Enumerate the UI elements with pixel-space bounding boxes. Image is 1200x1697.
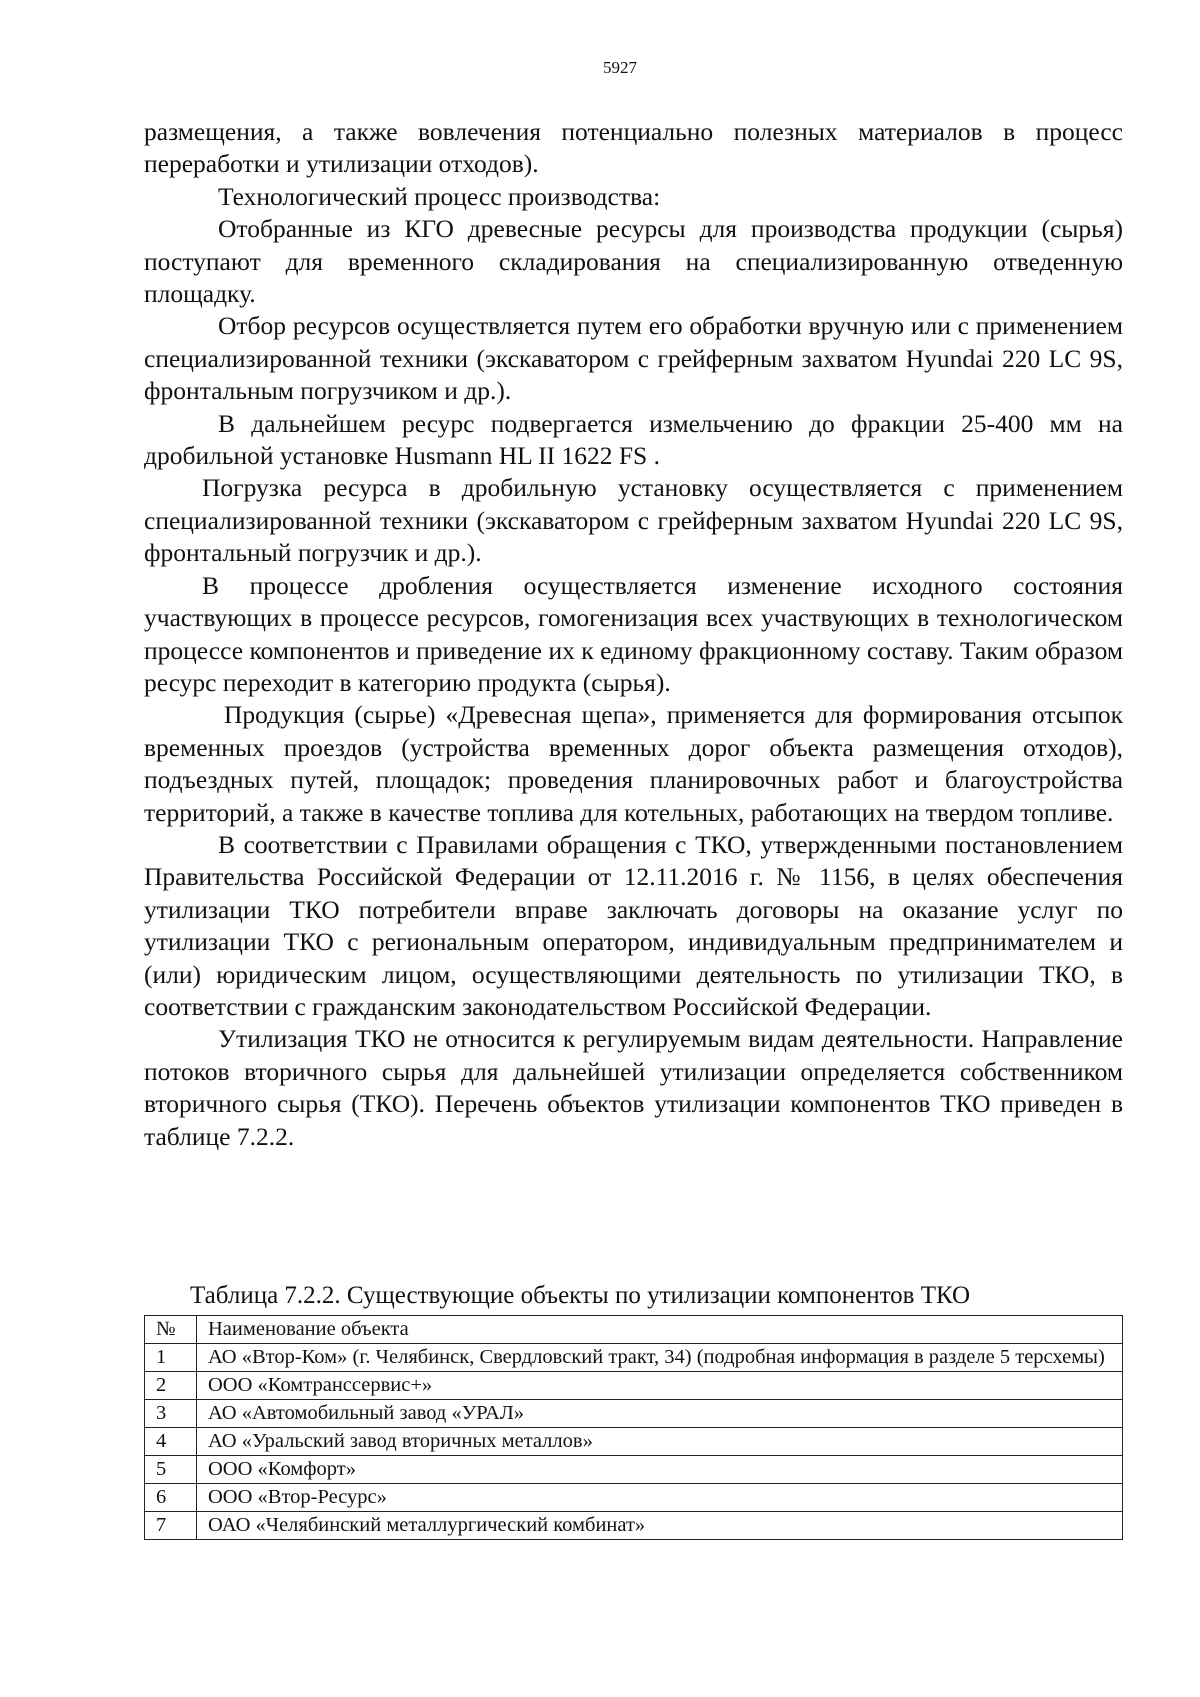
paragraph: В процессе дробления осуществляется изменение исходного состояния участвующих в процессе ресурсов, гомогенизация всех участвующих в технологическом процессе компонентов и приведение их к единому фракционному составу. Таким образом ресурс переходит в категорию продукта (сырья). (144, 570, 1123, 697)
table-row (145, 1512, 1123, 1540)
row-name: АО «Втор-Ком» (г. Челябинск, Свердловский тракт, 34) (подробная информация в разделе 5 терсхемы) (197, 1344, 1123, 1372)
table-row (145, 1456, 1123, 1484)
table-row (145, 1400, 1123, 1428)
row-number: 3 (145, 1400, 197, 1428)
paragraph: Погрузка ресурса в дробильную установку осуществляется с применением специализированной техники (экскаватором с грейферным захватом Hyundai 220 LC 9S, фронтальный погрузчик и др.). (144, 473, 1123, 568)
row-number: 5 (145, 1456, 197, 1484)
header-number: № (145, 1316, 197, 1344)
paragraph: Отбор ресурсов осуществляется путем его обработки вручную или с применением специализированной техники (экскаватором с грейферным захватом Hyundai 220 LC 9S, фронтальным погрузчиком и др.). (144, 311, 1123, 406)
row-name: ООО «Комфорт» (197, 1456, 1123, 1484)
row-name: ОАО «Челябинский металлургический комбинат» (197, 1512, 1123, 1540)
paragraph: Отобранные из КГО древесные ресурсы для производства продукции (сырья) поступают для временного складирования на специализированную отведенную площадку. (144, 214, 1123, 309)
table-row (145, 1344, 1123, 1372)
row-name: АО «Уральский завод вторичных металлов» (197, 1428, 1123, 1456)
objects-table (144, 1315, 1123, 1540)
row-name: ООО «Комтранссервис+» (197, 1372, 1123, 1400)
table-row (145, 1372, 1123, 1400)
table-header-row (145, 1316, 1123, 1344)
page-number: 5927 (603, 58, 637, 77)
paragraph: Технологический процесс производства: (218, 181, 661, 211)
row-number: 4 (145, 1428, 197, 1456)
table-row (145, 1428, 1123, 1456)
body-text (144, 116, 1123, 1153)
row-number: 1 (145, 1344, 197, 1372)
row-number: 2 (145, 1372, 197, 1400)
row-name: АО «Автомобильный завод «УРАЛ» (197, 1400, 1123, 1428)
table-row (145, 1484, 1123, 1512)
paragraph: В дальнейшем ресурс подвергается измельчению до фракции 25-400 мм на дробильной установке Husmann HL II 1622 FS . (144, 408, 1123, 471)
paragraph: размещения, а также вовлечения потенциально полезных материалов в процесс переработки и утилизации отходов). (144, 117, 1123, 179)
table-caption: Таблица 7.2.2. Существующие объекты по утилизации компонентов ТКО (190, 1282, 971, 1309)
header-name: Наименование объекта (197, 1316, 1123, 1344)
row-number: 7 (145, 1512, 197, 1540)
paragraph: Утилизация ТКО не относится к регулируемым видам деятельности. Направление потоков вторичного сырья для дальнейшей утилизации определяется собственником вторичного сырья (ТКО). Перечень объектов утилизации компонентов ТКО приведен в таблице 7.2.2. (144, 1024, 1123, 1151)
paragraph: Продукция (сырье) «Древесная щепа», применяется для формирования отсыпок временных проездов (устройства временных дорог объекта размещения отходов), подъездных путей, площадок; проведения планировочных работ и благоустройства территорий, а также в качестве топлива для котельных, работающих на твердом топливе. (144, 700, 1123, 827)
row-name: ООО «Втор-Ресурс» (197, 1484, 1123, 1512)
paragraph: В соответствии с Правилами обращения с ТКО, утвержденными постановлением Правительства Российской Федерации от 12.11.2016 г. № 1156, в целях обеспечения утилизации ТКО потребители вправе заключать договоры на оказание услуг по утилизации ТКО с региональным оператором, индивидуальным предпринимателем и (или) юридическим лицом, осуществляющими деятельность по утилизации ТКО, в соответствии с гражданским законодательством Российской Федерации. (144, 829, 1123, 1021)
row-number: 6 (145, 1484, 197, 1512)
